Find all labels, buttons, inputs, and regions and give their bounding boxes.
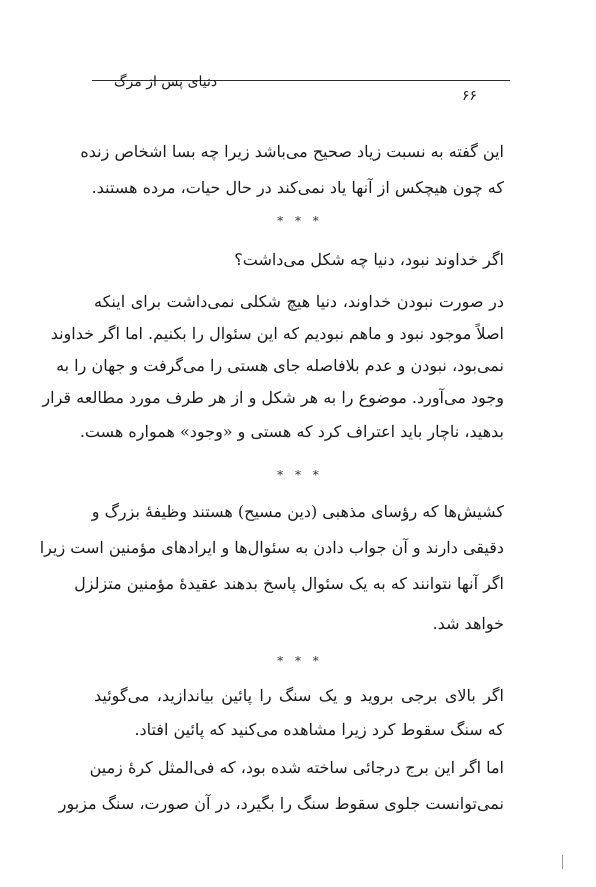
- text-line: اگر بالای برجی بروید و یک سنگ را پائین بیاندازید، می‌گوئید: [94, 686, 504, 705]
- text-line: بدهید، ناچار باید اعتراف کرد که هستی و «وجود» همواره هست.: [79, 422, 504, 441]
- text-line: نمی‌بود، نبودن و عدم بلافاصله جای هستی را می‌گرفت و جهان را به: [56, 356, 504, 375]
- scan-margin-mark: [562, 855, 567, 869]
- section-separator: * * *: [277, 214, 323, 228]
- text-line: نمی‌توانست جلوی سقوط سنگ را بگیرد، در آن صورت، سنگ مزبور: [58, 794, 504, 813]
- section-separator: * * *: [277, 654, 323, 668]
- text-line: که چون هیچکس از آنها یاد نمی‌کند در حال حیات، مرده هستند.: [91, 178, 504, 197]
- text-line: در صورت نبودن خداوند، دنیا هیچ شکلی نمی‌داشت برای اینکه: [94, 292, 504, 311]
- text-line: این گفته به نسبت زیاد صحیح می‌باشد زیرا چه بسا اشخاص زنده: [80, 142, 504, 161]
- text-line: خواهد شد.: [432, 614, 504, 633]
- text-line: که سنگ سقوط کرد زیرا مشاهده می‌کنید که پائین افتاد.: [134, 720, 504, 739]
- section-separator: * * *: [277, 468, 323, 482]
- running-title: دنیای پس از مرگ: [114, 74, 218, 90]
- text-line: وجود می‌آورد. موضوع را به هر شکل و از هر طرف مورد مطالعه قرار: [42, 388, 504, 407]
- text-line: کشیش‌ها که رؤسای مذهبی (دین مسیح) هستند وظیفهٔ بزرگ و: [91, 502, 504, 521]
- text-line: اصلاً موجود نبود و ماهم نبودیم که این سئوال را بکنیم. اما اگر خداوند: [50, 324, 504, 343]
- page-number: ۶۶: [462, 88, 478, 104]
- text-line: اگر آنها نتوانند که به یک سئوال پاسخ بدهند عقیدهٔ مؤمنین متزلزل: [74, 574, 504, 593]
- text-line: دقیقی دارند و آن جواب دادن به سئوال‌ها و ایرادهای مؤمنین است زیرا: [39, 538, 504, 557]
- text-line: اما اگر این برج درجائی ساخته شده بود، که فی‌المثل کرهٔ زمین: [89, 758, 504, 777]
- text-line: اگر خداوند نبود، دنیا چه شکل می‌داشت؟: [234, 250, 504, 269]
